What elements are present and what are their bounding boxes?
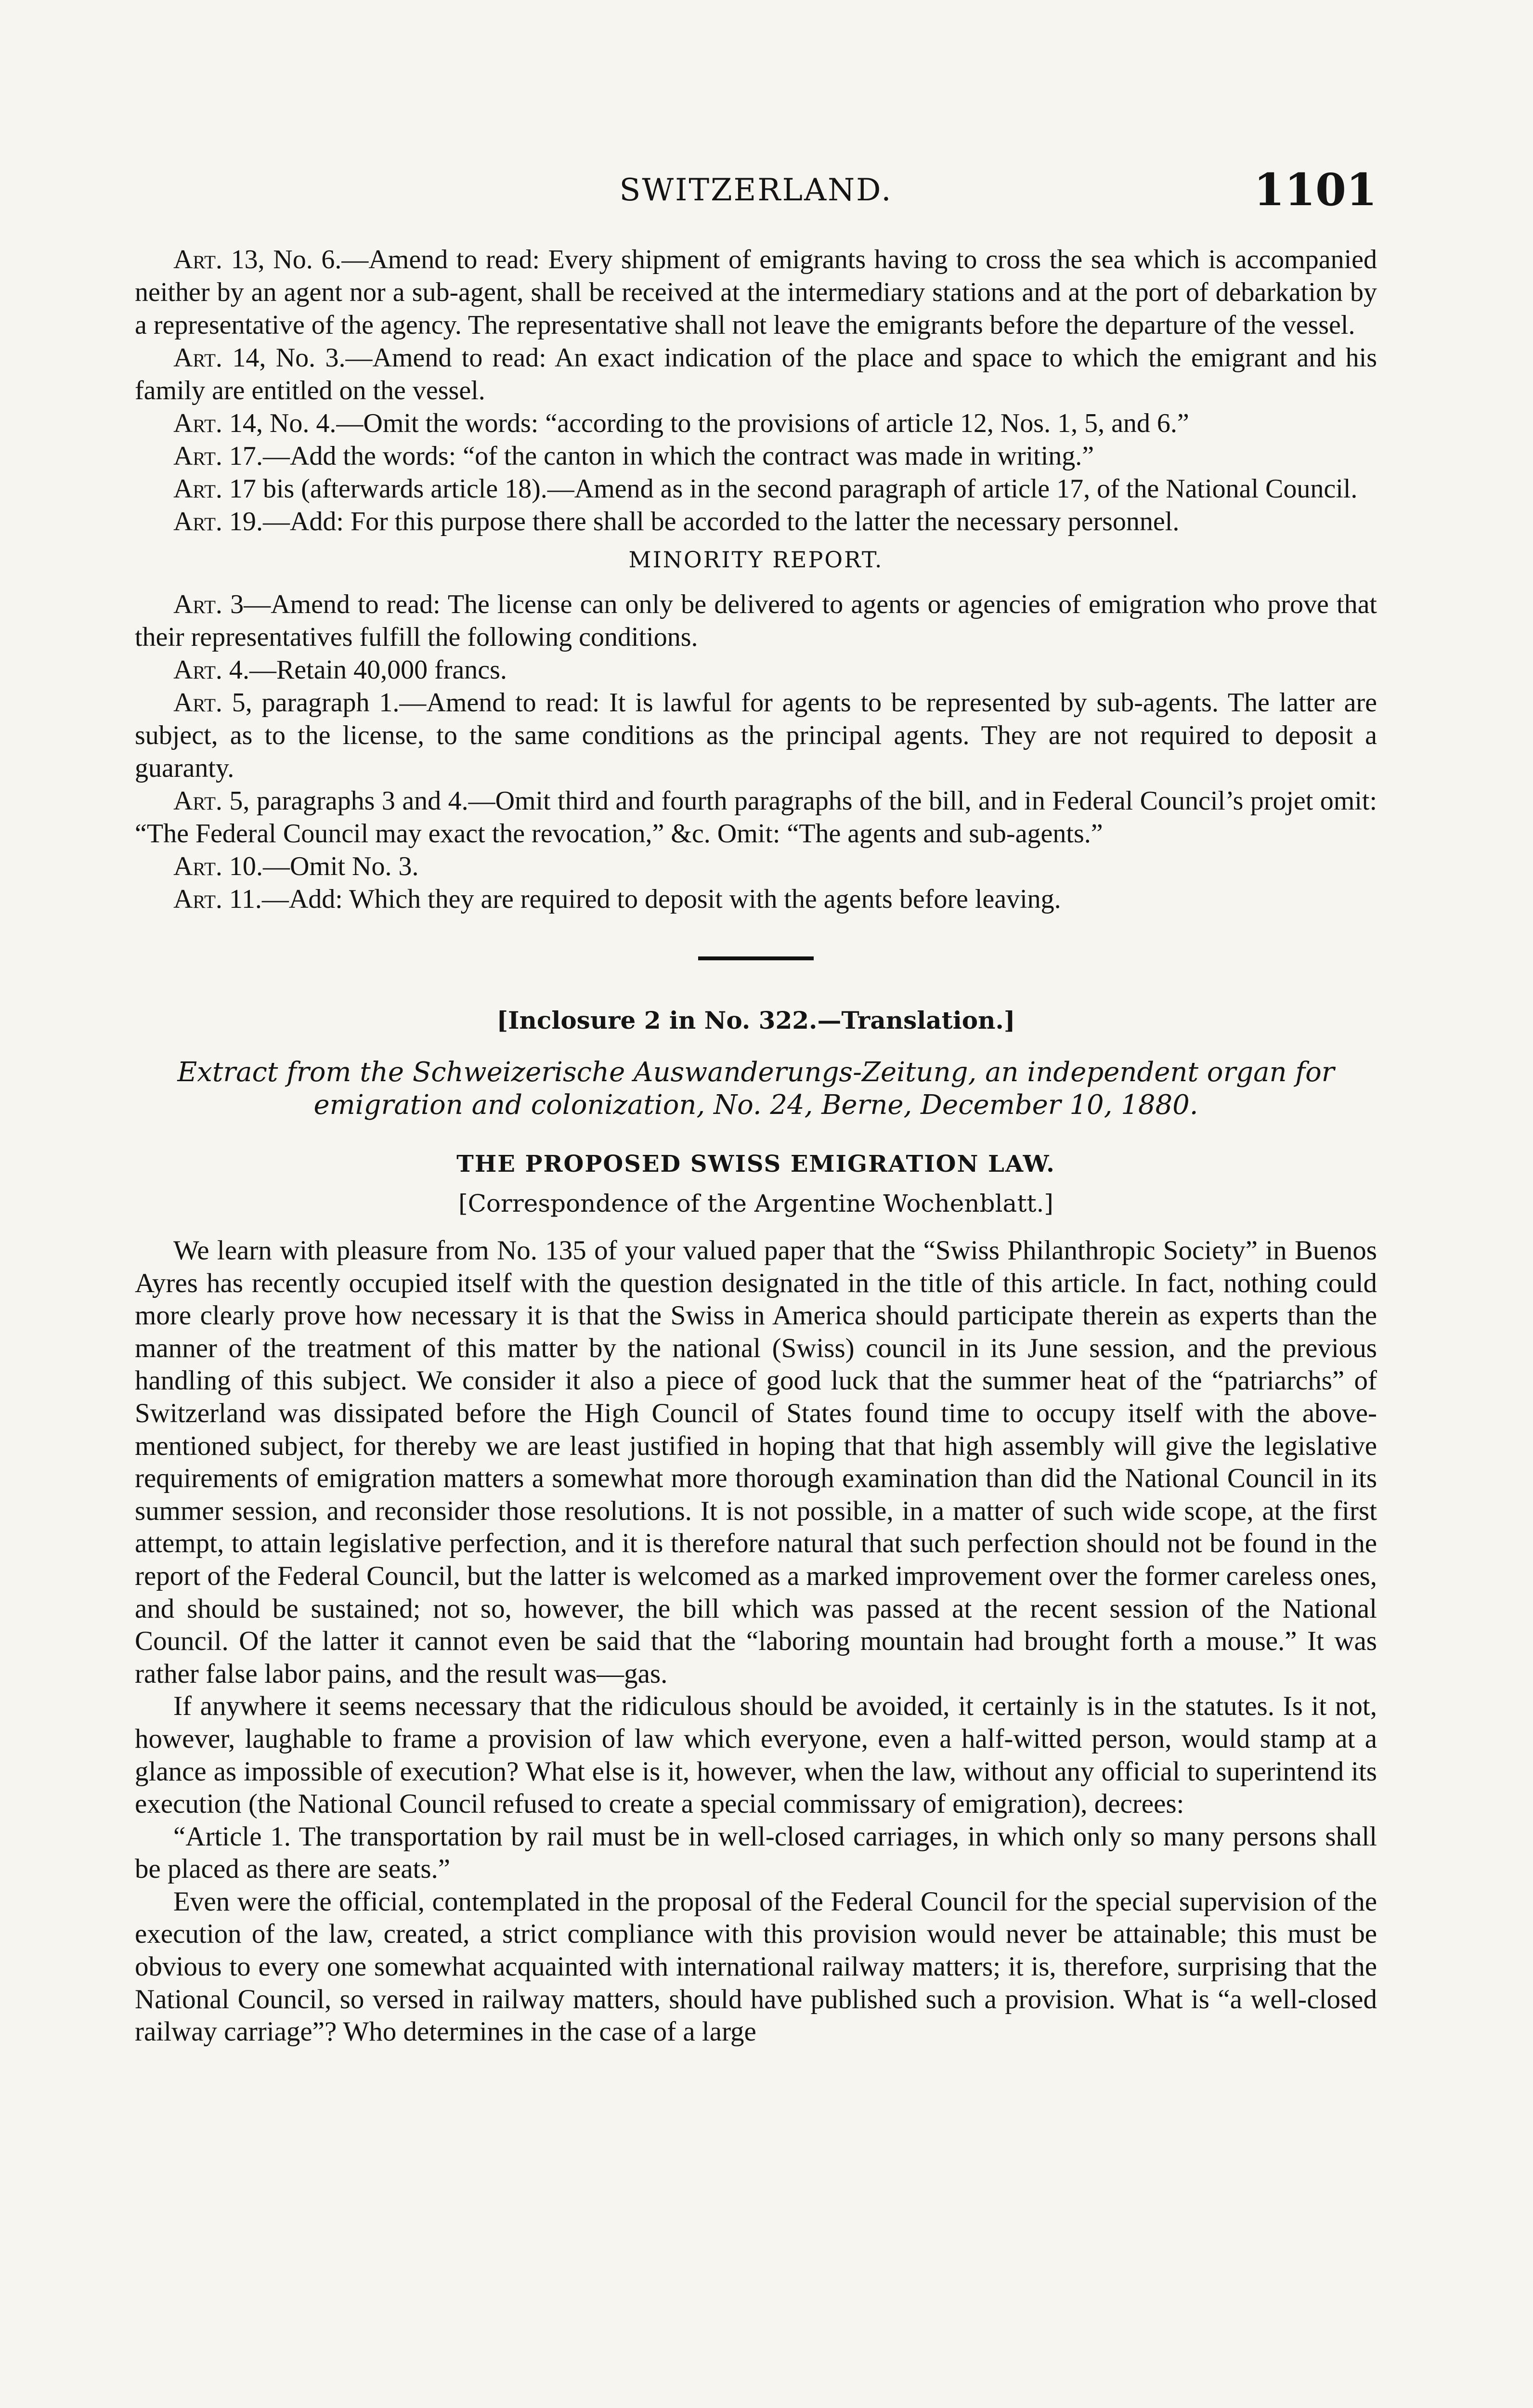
article-body: [135, 1234, 1377, 2048]
page-number: 1101: [1253, 164, 1377, 216]
article-label: Art. 10: [173, 851, 256, 881]
body-paragraph: We learn with pleasure from No. 135 of your valued paper that the “Swiss Philanthropic Society” in Buenos Ayres has recently occupied itself with the question designated in the title of this article. In fact, nothing could more clearly prove how necessary it is that the Swiss in America should participate therein as experts than the manner of the treatment of this matter by the national (Swiss) council in its June session, and the previous handling of this subject. We consider it also a piece of good luck that the summer heat of the “patriarchs” of Switzerland was dissipated before the High Council of States found time to occupy itself with the above-mentioned subject, for thereby we are least justified in hoping that that high assembly will give the legislative requirements of emigration matters a somewhat more thorough examination than did the National Council in its summer session, and reconsider those resolutions. It is not possible, in a matter of such wide scope, at the first attempt, to attain legislative perfection, and it is therefore natural that such perfection should not be found in the report of the Federal Council, but the latter is welcomed as a marked improvement over the former careless ones, and should be sustained; not so, however, the bill which was passed at the recent session of the National Council. Of the latter it cannot even be said that the “laboring mountain had brought forth a mouse.” It was rather false labor pains, and the result was—gas.: [135, 1235, 1377, 1689]
correspondence-line: [Correspondence of the Argentine Wochenblatt.]: [458, 1190, 1053, 1217]
article-label: Art. 13: [173, 245, 258, 275]
article-label: Art. 3: [173, 589, 244, 619]
minority-report-heading: MINORITY REPORT.: [628, 547, 883, 573]
amendment-text: , paragraph 1.—Amend to read: It is lawful for agents to be represented by sub-agents. The latter are subject, as to the license, to the same conditions as the principal agents. They are not required to deposit a guaranty.: [135, 688, 1377, 783]
minority-amendments: [135, 588, 1377, 916]
amendment-paragraph: [135, 407, 1377, 440]
amendment-text: —Amend to read: The license can only be delivered to agents or agencies of emigration who prove that their representatives fulfill the following conditions.: [135, 589, 1377, 652]
amendment-paragraph: [135, 472, 1377, 505]
amendment-paragraph: [135, 505, 1377, 538]
amendment-paragraph: [135, 440, 1377, 472]
amendment-text: , No. 6.—Amend to read: Every shipment of emigrants having to cross the sea which is accompanied neither by an agent nor a sub-agent, shall be received at the intermediary stations and at the port of debarkation by a representative of the agency. The representative shall not leave the emigrants before the departure of the vessel.: [135, 245, 1377, 340]
running-head: [135, 164, 1377, 216]
section-divider: [698, 956, 814, 960]
main-column: [135, 243, 1377, 2048]
article-label: Art. 17: [173, 474, 256, 504]
amendment-text: bis (afterwards article 18).—Amend as in the second paragraph of article 17, of the National Council.: [256, 474, 1358, 504]
body-paragraph: If anywhere it seems necessary that the ridiculous should be avoided, it certainly is in the statutes. Is it not, however, laughable to frame a provision of law which everyone, even a half-witted person, would stamp at a glance as impossible of execution? What else is it, however, when the law, without any official to superintend its execution (the National Council refused to create a special commissary of emigration), decrees:: [135, 1691, 1377, 1819]
amendment-text: .—Add: For this purpose there shall be accorded to the latter the necessary personnel.: [256, 507, 1180, 537]
amendment-paragraph: [135, 850, 1377, 883]
amendment-paragraph: [135, 883, 1377, 916]
extract-source: Extract from the Schweizerische Auswanderungs-Zeitung, an independent organ for emigration and colonization, No. 24, Berne, December 10, 1880.: [177, 1057, 1335, 1121]
body-paragraph: “Article 1. The transportation by rail must be in well-closed carriages, in which only so many persons shall be placed as there are seats.”: [135, 1821, 1377, 1885]
article-label: Art. 14: [173, 408, 256, 438]
amendment-paragraph: [135, 686, 1377, 785]
article-label: Art. 17: [173, 441, 256, 471]
article-label: Art. 14: [173, 343, 260, 373]
amendment-paragraph: [135, 341, 1377, 407]
amendment-paragraph: [135, 785, 1377, 850]
majority-amendments: [135, 243, 1377, 538]
amendment-text: .—Add the words: “of the canton in which the contract was made in writing.”: [256, 441, 1094, 471]
amendment-text: .—Retain 40,000 francs.: [242, 655, 507, 685]
inclosure-heading: [Inclosure 2 in No. 322.—Translation.]: [496, 1006, 1015, 1034]
amendment-text: , paragraphs 3 and 4.—Omit third and fourth paragraphs of the bill, and in Federal Council’s projet omit: “The Federal Council may exact the revocation,” &c. Omit: “The agents and sub-agents.”: [135, 786, 1377, 849]
article-label: Art. 5: [173, 688, 246, 718]
article-label: Art. 5: [173, 786, 243, 816]
running-title: SWITZERLAND.: [619, 172, 893, 208]
amendment-paragraph: [135, 588, 1377, 654]
amendment-text: .—Omit No. 3.: [256, 851, 419, 881]
article-label: Art. 19: [173, 507, 256, 537]
amendment-paragraph: [135, 654, 1377, 686]
article-label: Art. 11: [173, 884, 255, 914]
amendment-paragraph: [135, 243, 1377, 341]
amendment-text: , No. 4.—Omit the words: “according to the provisions of article 12, Nos. 1, 5, and 6.”: [256, 408, 1189, 438]
amendment-text: , No. 3.—Amend to read: An exact indication of the place and space to which the emigrant and his family are entitled on the vessel.: [135, 343, 1377, 406]
amendment-text: .—Add: Which they are required to deposit with the agents before leaving.: [255, 884, 1061, 914]
article-title: THE PROPOSED SWISS EMIGRATION LAW.: [456, 1151, 1055, 1178]
article-label: Art. 4: [173, 655, 243, 685]
body-paragraph: Even were the official, contemplated in the proposal of the Federal Council for the special supervision of the execution of the law, created, a strict compliance with this provision would never be attainable; this must be obvious to every one somewhat acquainted with international railway matters; it is, therefore, surprising that the National Council, so versed in railway matters, should have published such a provision. What is “a well-closed railway carriage”? Who determines in the case of a large: [135, 1886, 1377, 2047]
